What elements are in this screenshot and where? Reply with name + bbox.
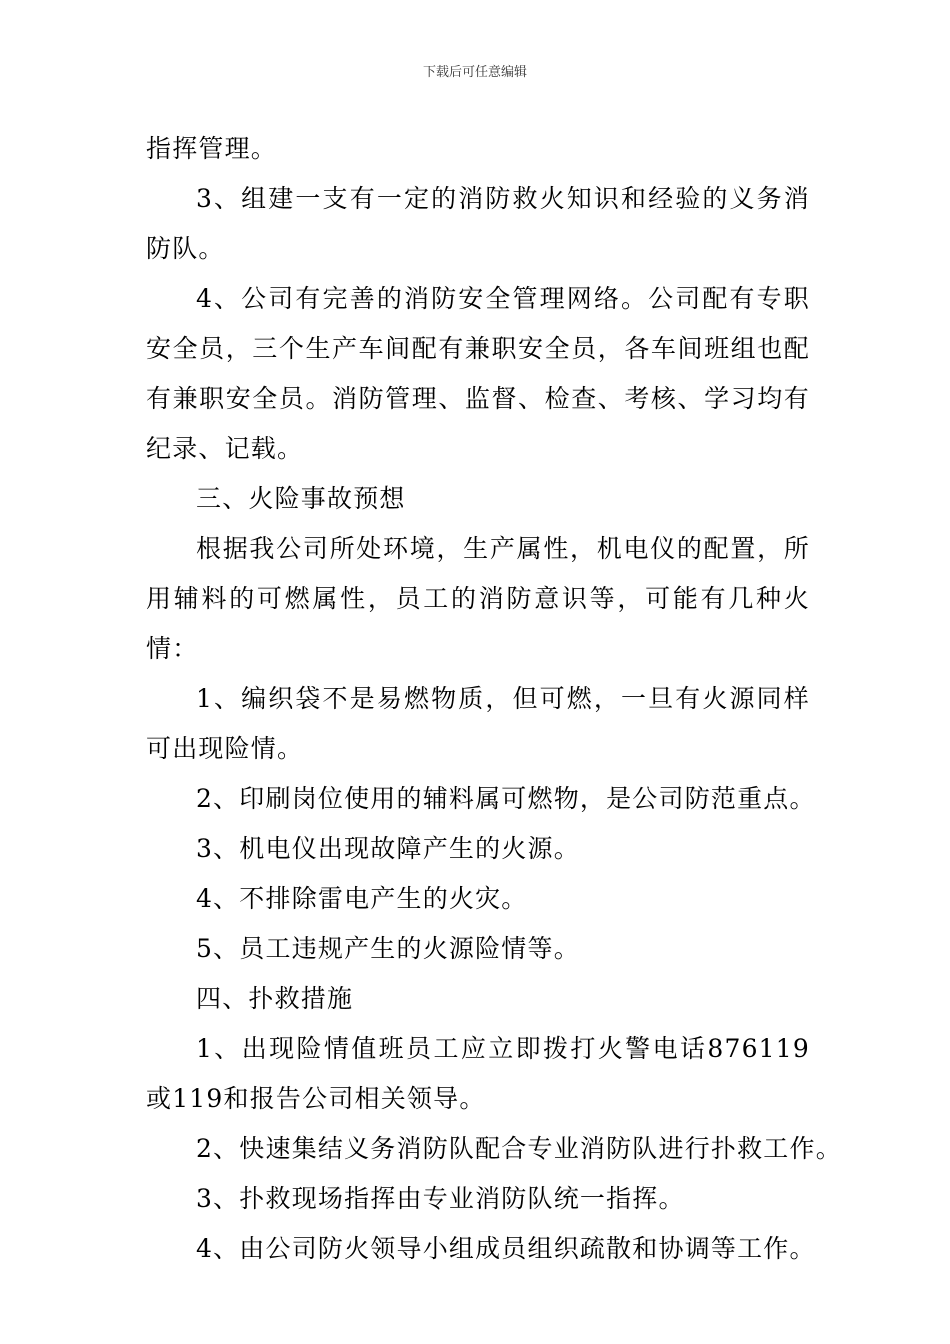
list-item: 4、不排除雷电产生的火灾。 [196, 884, 528, 913]
list-item: 5、员工违规产生的火源险情等。 [196, 934, 580, 963]
paragraph: 4、公司有完善的消防安全管理网络。公司配有专职安全员，三个生产车间配有兼职安全员，各车间班组也配有兼职安全员。消防管理、监督、检查、考核、学习均有纪录、记载。 [146, 284, 810, 463]
paragraph: 根据我公司所处环境，生产属性，机电仪的配置，所用辅料的可燃属性，员工的消防意识等，可能有几种火情： [146, 534, 810, 663]
list-item: 3、扑救现场指挥由专业消防队统一指挥。 [196, 1184, 685, 1213]
list-item: 3、机电仪出现故障产生的火源。 [196, 834, 580, 863]
list-item: 4、由公司防火领导小组成员组织疏散和协调等工作。 [196, 1234, 816, 1263]
list-item: 2、印刷岗位使用的辅料属可燃物，是公司防范重点。 [196, 784, 816, 813]
page-header: 下载后可任意编辑 [422, 65, 527, 80]
document-body [146, 124, 842, 1274]
paragraph: 指挥管理。 [146, 134, 278, 163]
list-item: 2、快速集结义务消防队配合专业消防队进行扑救工作。 [196, 1134, 842, 1163]
section-heading: 四、扑救措施 [196, 984, 354, 1013]
list-item: 1、编织袋不是易燃物质，但可燃，一旦有火源同样可出现险情。 [146, 684, 810, 763]
section-heading: 三、火险事故预想 [196, 484, 406, 513]
list-item: 1、出现险情值班员工应立即拨打火警电话876119或119和报告公司相关领导。 [146, 1034, 810, 1113]
paragraph: 3、组建一支有一定的消防救火知识和经验的义务消防队。 [146, 184, 810, 263]
